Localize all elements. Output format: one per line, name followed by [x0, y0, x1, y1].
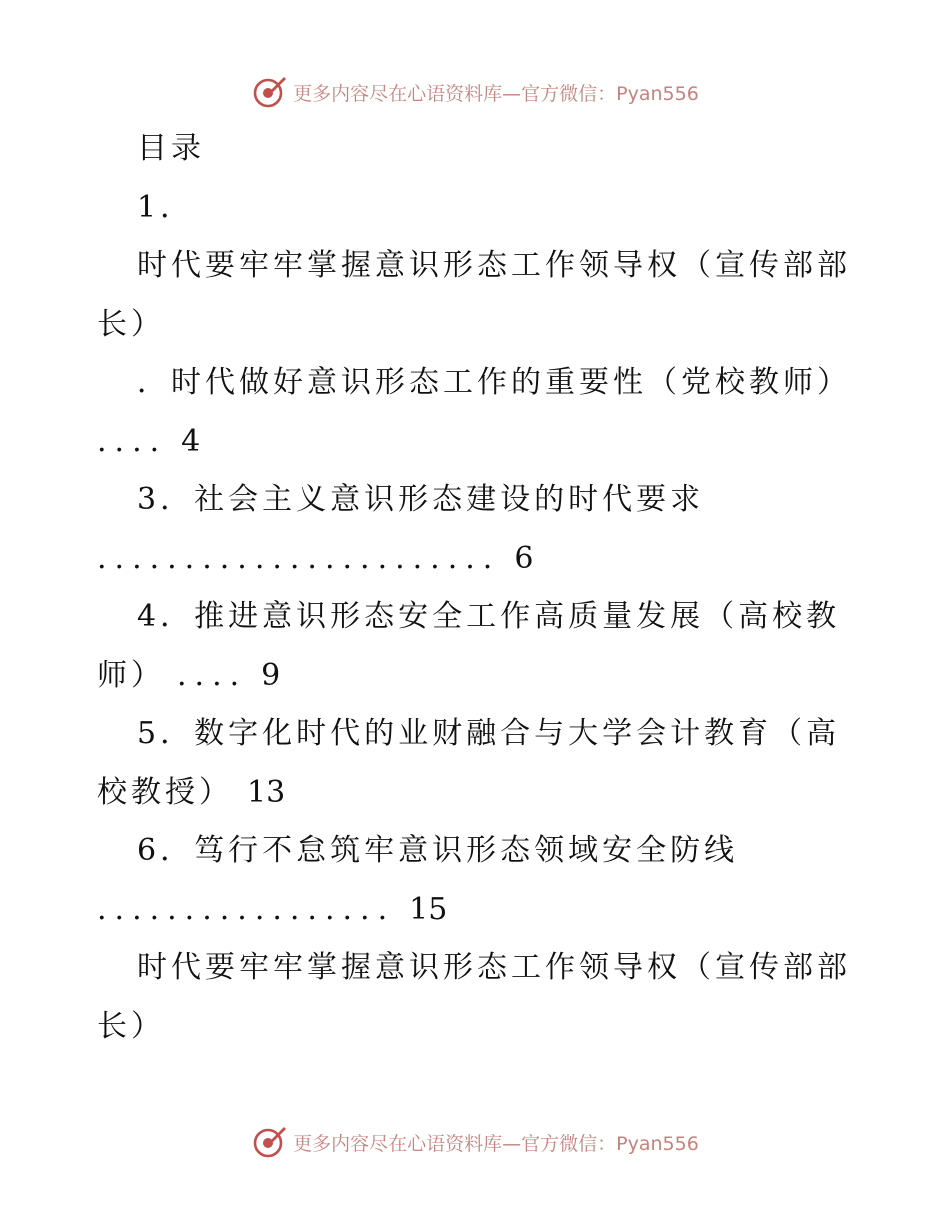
toc-line	[97, 998, 857, 1057]
toc-line-text: 校教授）	[97, 774, 233, 810]
toc-page-number: 9	[261, 657, 281, 693]
toc-line-text: 长）	[97, 1008, 165, 1044]
toc-leader-dots: .......................	[97, 540, 501, 576]
toc-line	[97, 237, 857, 296]
header-watermark-text: 更多内容尽在心语资料库—官方微信：Pyan556	[293, 82, 699, 105]
toc-line-text: 时代要牢牢掌握意识形态工作领导权（宣传部部	[137, 248, 851, 283]
toc-leader-dots: .................	[97, 891, 396, 927]
toc-page-number: 15	[409, 891, 448, 927]
toc-line	[97, 471, 857, 530]
toc-line	[97, 413, 857, 472]
toc-line-text: 时代要牢牢掌握意识形态工作领导权（宣传部部	[137, 950, 851, 985]
toc-line-text: 5．数字化时代的业财融合与大学会计教育（高	[137, 716, 841, 751]
toc-line-text: 长）	[97, 306, 165, 342]
toc-line-text: 4．推进意识形态安全工作高质量发展（高校教	[137, 599, 841, 634]
toc-line-text: 3．社会主义意识形态建设的时代要求	[137, 482, 705, 517]
toc-line-text: ．时代做好意识形态工作的重要性（党校教师）	[137, 365, 851, 400]
toc-line	[97, 705, 857, 764]
toc-leader-dots: ....	[97, 423, 168, 459]
toc-line	[97, 939, 857, 998]
toc-line	[97, 530, 857, 589]
toc-title: 目录	[137, 131, 205, 166]
toc-line	[97, 179, 857, 238]
toc-line	[97, 296, 857, 355]
toc-line	[97, 764, 857, 823]
header-watermark-banner	[0, 72, 950, 112]
toc-document	[97, 120, 857, 1056]
footer-watermark-text: 更多内容尽在心语资料库—官方微信：Pyan556	[293, 1132, 699, 1155]
toc-page-number: 13	[247, 774, 286, 810]
toc-leader-dots: ....	[177, 657, 248, 693]
toc-line	[97, 354, 857, 413]
pen-seal-icon	[251, 1124, 287, 1160]
toc-line	[97, 647, 857, 706]
footer-watermark-banner	[0, 1122, 950, 1162]
toc-line	[97, 881, 857, 940]
toc-page-number: 4	[181, 423, 201, 459]
toc-line-text: 1．	[137, 189, 195, 225]
pen-seal-icon	[251, 74, 287, 110]
toc-line	[97, 588, 857, 647]
toc-line	[97, 822, 857, 881]
toc-page-number: 6	[514, 540, 534, 576]
toc-line-text: 6．笃行不怠筑牢意识形态领域安全防线	[137, 833, 739, 868]
toc-line-text: 师）	[97, 657, 165, 693]
